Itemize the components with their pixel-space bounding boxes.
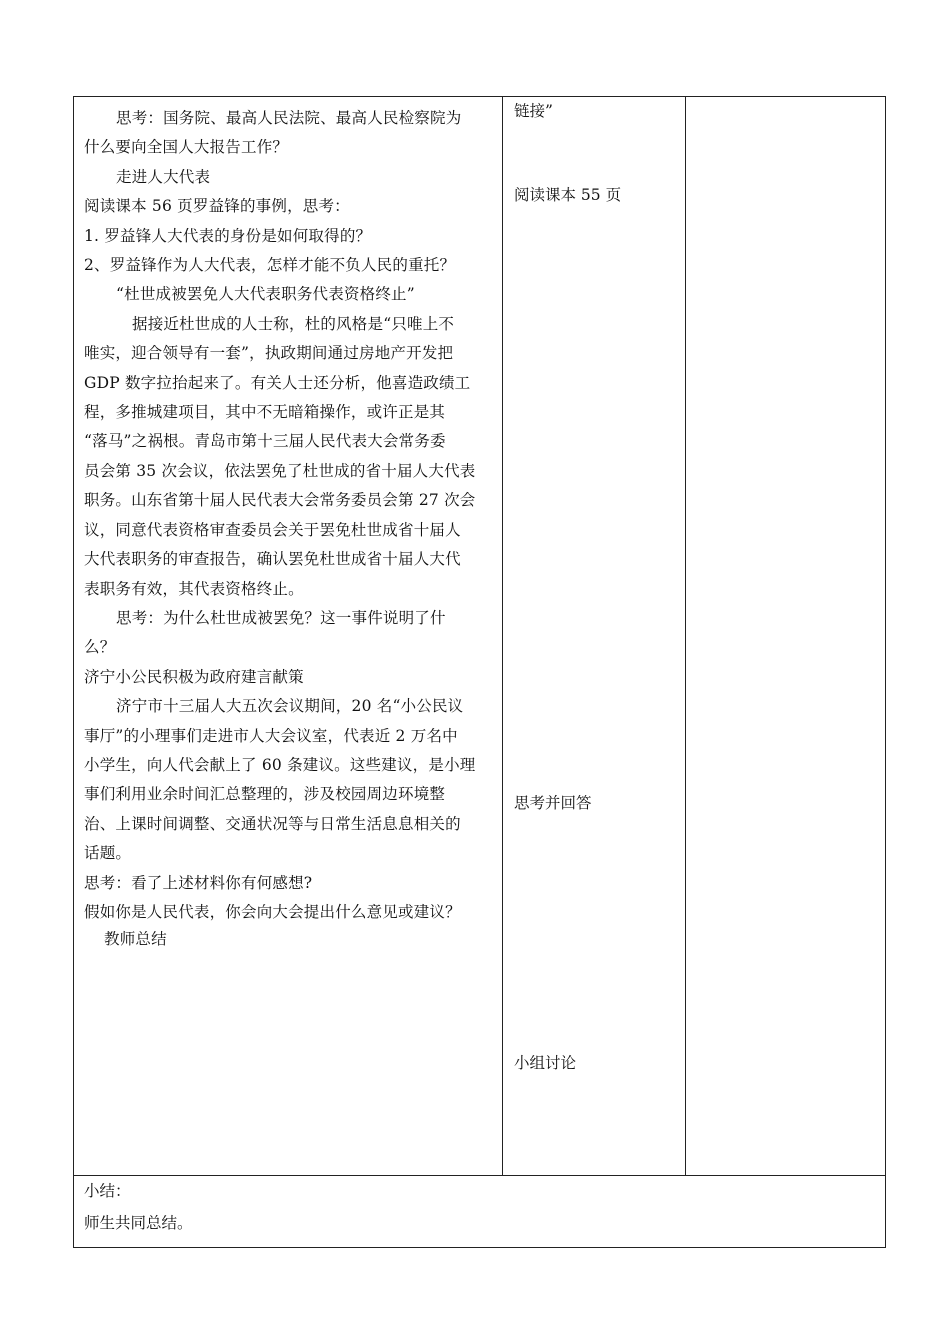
content-line: 表职务有效，其代表资格终止。	[84, 579, 304, 598]
content-line: 话题。	[84, 844, 132, 863]
think-answer-note: 思考并回答	[514, 794, 592, 812]
content-line: 思考：国务院、最高人民法院、最高人民检察院为	[116, 109, 462, 127]
content-line: GDP 数字拉抬起来了。有关人士还分析，他喜造政绩工	[84, 373, 471, 392]
column-divider-2	[685, 97, 686, 1175]
content-line: 程，多推城建项目，其中不无暗箱操作，或许正是其	[84, 403, 446, 422]
content-line: 济宁市十三届人大五次会议期间，20 名“小公民议	[116, 697, 464, 716]
content-line: 大代表职务的审查报告，确认罢免杜世成省十届人大代	[84, 550, 461, 569]
content-line: “落马”之祸根。青岛市第十三届人民代表大会常务委	[84, 432, 446, 451]
content-line: 职务。山东省第十届人民代表大会常务委员会第 27 次会	[84, 491, 476, 510]
content-line: 事厅”的小理事们走进市人大会议室，代表近 2 万名中	[84, 726, 458, 745]
summary-divider	[74, 1175, 885, 1176]
content-line: 走进人大代表	[116, 167, 211, 186]
group-discussion-note: 小组讨论	[514, 1054, 577, 1072]
content-line: 阅读课本 56 页罗益锋的事例，思考：	[84, 197, 350, 216]
content-line: 思考：看了上述材料你有何感想?	[84, 873, 313, 892]
column-divider-1	[502, 97, 503, 1175]
content-line: 思考：为什么杜世成被罢免？这一事件说明了什	[116, 608, 446, 627]
link-note: 链接”	[514, 102, 553, 120]
content-line: 员会第 35 次会议，依法罢免了杜世成的省十届人大代表	[84, 461, 476, 480]
content-line: 什么要向全国人大报告工作？	[84, 138, 289, 157]
lesson-table	[73, 96, 886, 1248]
content-line: 2、罗益锋作为人大代表，怎样才能不负人民的重托？	[84, 256, 456, 275]
content-line: 唯实，迎合领导有一套”，执政期间通过房地产开发把	[84, 344, 454, 363]
summary-text: 师生共同总结。	[84, 1214, 193, 1232]
content-line: 假如你是人民代表，你会向大会提出什么意见或建议？	[84, 902, 461, 921]
read-textbook-note: 阅读课本 55 页	[514, 186, 622, 204]
content-line: 教师总结	[104, 930, 167, 949]
content-line: 么？	[84, 638, 116, 657]
content-line: “杜世成被罢免人大代表职务代表资格终止”	[116, 285, 415, 304]
content-line: 济宁小公民积极为政府建言献策	[84, 667, 304, 686]
content-line: 小学生，向人代会献上了 60 条建议。这些建议，是小理	[84, 755, 476, 774]
content-line: 事们利用业余时间汇总整理的，涉及校园周边环境整	[84, 785, 446, 804]
content-line: 治、上课时间调整、交通状况等与日常生活息息相关的	[84, 814, 461, 833]
content-line: 据接近杜世成的人士称，杜的风格是“只唯上不	[132, 314, 455, 333]
content-line: 1. 罗益锋人大代表的身份是如何取得的？	[84, 226, 372, 245]
content-line: 议，同意代表资格审查委员会关于罢免杜世成省十届人	[84, 520, 461, 539]
teaching-content-column	[84, 104, 498, 951]
summary-label: 小结：	[84, 1182, 131, 1200]
